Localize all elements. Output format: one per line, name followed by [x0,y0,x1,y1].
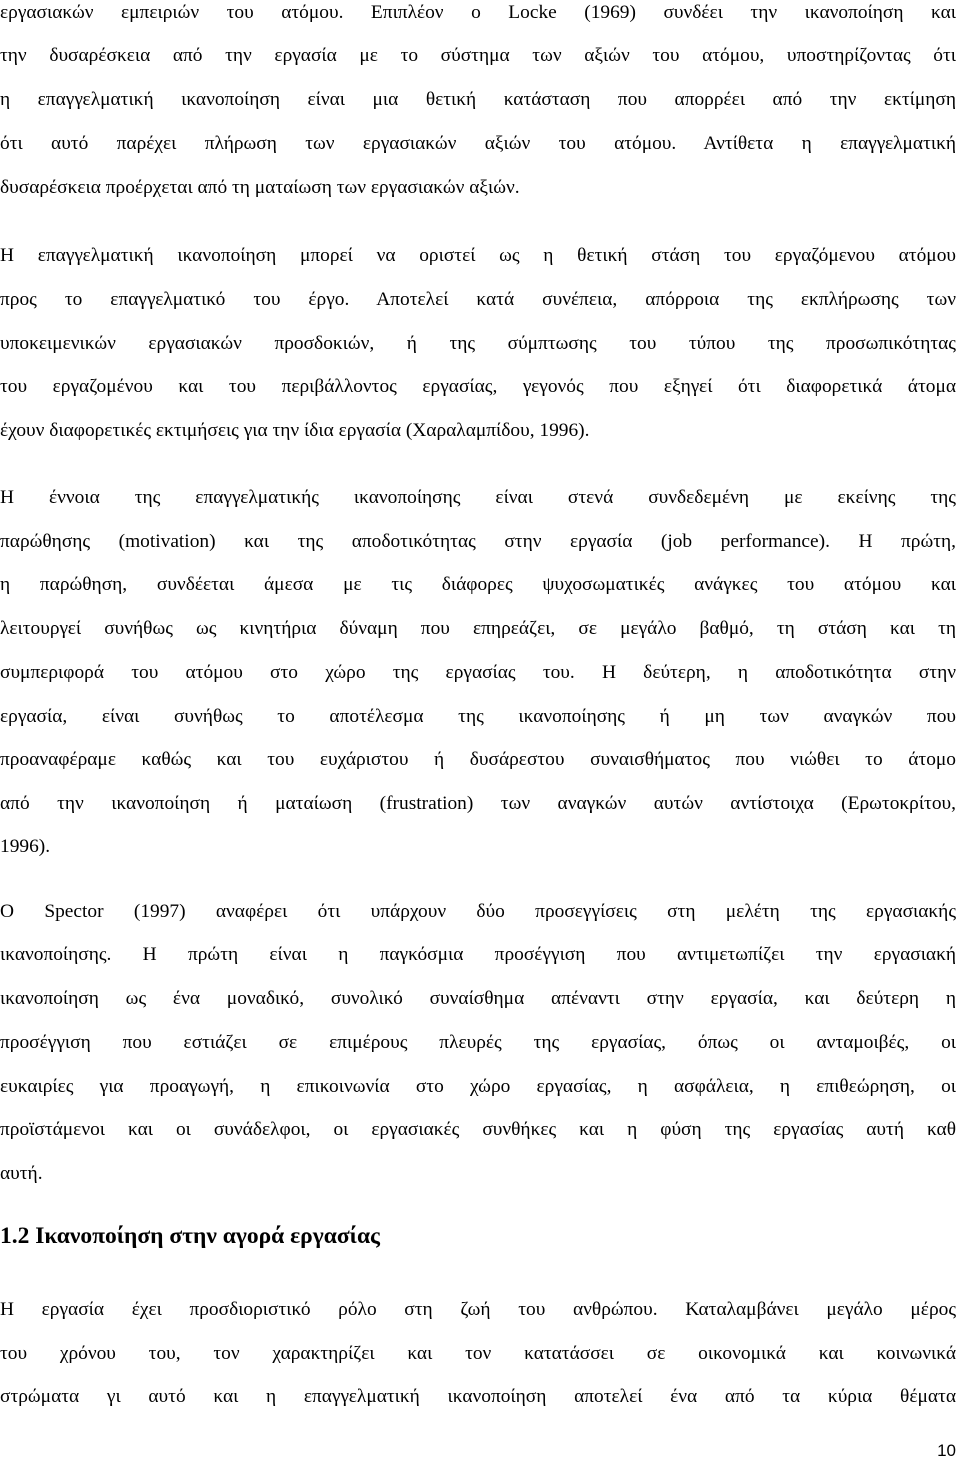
section-heading: 1.2 Ικανοποίηση στην αγορά εργασίας [0,1223,380,1249]
text-line: λειτουργεί συνήθως ως κινητήρια δύναμη που επηρεάζει, σε μεγάλο βαθμό, τη στάση και τη [0,618,956,639]
text-line: έχουν διαφορετικές εκτιμήσεις για την ίδια εργασία (Χαραλαμπίδου, 1996). [0,420,590,441]
text-line: υποκειμενικών εργασιακών προσδοκιών, ή της σύμπτωσης του τύπου της προσωπικότητας [0,333,956,354]
text-line: παρώθησης (motivation) και της αποδοτικότητας στην εργασία (job performance). Η πρώτη, [0,531,956,552]
text-line: στρώματα γι αυτό και η επαγγελματική ικανοποίηση αποτελεί ένα από τα κύρια θέματα [0,1386,956,1407]
text-line: του χρόνου του, τον χαρακτηρίζει και τον κατατάσσει σε οικονομικά και κοινωνικά [0,1343,956,1364]
text-line: ικανοποίηση ως ένα μοναδικό, συνολικό συναίσθημα απέναντι στην εργασία, και δεύτερη η [0,988,956,1009]
text-line: ότι αυτό παρέχει πλήρωση των εργασιακών αξιών του ατόμου. Αντίθετα η επαγγελματική [0,133,956,154]
text-line: η επαγγελματική ικανοποίηση είναι μια θετική κατάσταση που απορρέει από την εκτίμηση [0,89,956,110]
text-line: Η επαγγελματική ικανοποίηση μπορεί να οριστεί ως η θετική στάση του εργαζόμενου ατόμου [0,245,956,266]
text-line: προαναφέραμε καθώς και του ευχάριστου ή δυσάρεστου συναισθήματος που νιώθει το άτομο [0,749,956,770]
text-line: δυσαρέσκεια προέρχεται από τη ματαίωση των εργασιακών αξιών. [0,177,520,198]
text-line: εργασία, είναι συνήθως το αποτέλεσμα της ικανοποίησης ή μη των αναγκών που [0,706,956,727]
text-line: Ο Spector (1997) αναφέρει ότι υπάρχουν δύο προσεγγίσεις στη μελέτη της εργασιακής [0,901,956,922]
page-number: 10 [937,1441,956,1460]
text-line: ευκαιρίες για προαγωγή, η επικοινωνία στο χώρο εργασίας, η ασφάλεια, η επιθεώρηση, οι [0,1076,956,1097]
text-line: προσέγγιση που εστιάζει σε επιμέρους πλευρές της εργασίας, όπως οι ανταμοιβές, οι [0,1032,956,1053]
text-line: την δυσαρέσκεια από την εργασία με το σύστημα των αξιών του ατόμου, υποστηρίζοντας ότι [0,45,956,66]
text-line: συμπεριφορά του ατόμου στο χώρο της εργασίας του. Η δεύτερη, η αποδοτικότητα στην [0,662,956,683]
text-line: προϊστάμενοι και οι συνάδελφοι, οι εργασιακές συνθήκες και η φύση της εργασίας αυτή καθ [0,1119,956,1140]
text-line: εργασιακών εμπειριών του ατόμου. Επιπλέον ο Locke (1969) συνδέει την ικανοποίηση και [0,2,956,23]
text-line: η παρώθηση, συνδέεται άμεσα με τις διάφορες ψυχοσωματικές ανάγκες του ατόμου και [0,574,956,595]
text-line: Η έννοια της επαγγελματικής ικανοποίησης είναι στενά συνδεδεμένη με εκείνης της [0,487,956,508]
text-line: προς το επαγγελματικό του έργο. Αποτελεί κατά συνέπεια, απόρροια της εκπλήρωσης των [0,289,956,310]
text-line: αυτή. [0,1163,43,1184]
text-line: από την ικανοποίηση ή ματαίωση (frustration) των αναγκών αυτών αντίστοιχα (Ερωτοκρίτου, [0,793,956,814]
text-line: ικανοποίησης. Η πρώτη είναι η παγκόσμια προσέγγιση που αντιμετωπίζει την εργασιακή [0,944,956,965]
text-line: Η εργασία έχει προσδιοριστικό ρόλο στη ζωή του ανθρώπου. Καταλαμβάνει μεγάλο μέρος [0,1299,956,1320]
text-line: 1996). [0,836,51,857]
text-line: του εργαζομένου και του περιβάλλοντος εργασίας, γεγονός που εξηγεί ότι διαφορετικά άτομα [0,376,956,397]
